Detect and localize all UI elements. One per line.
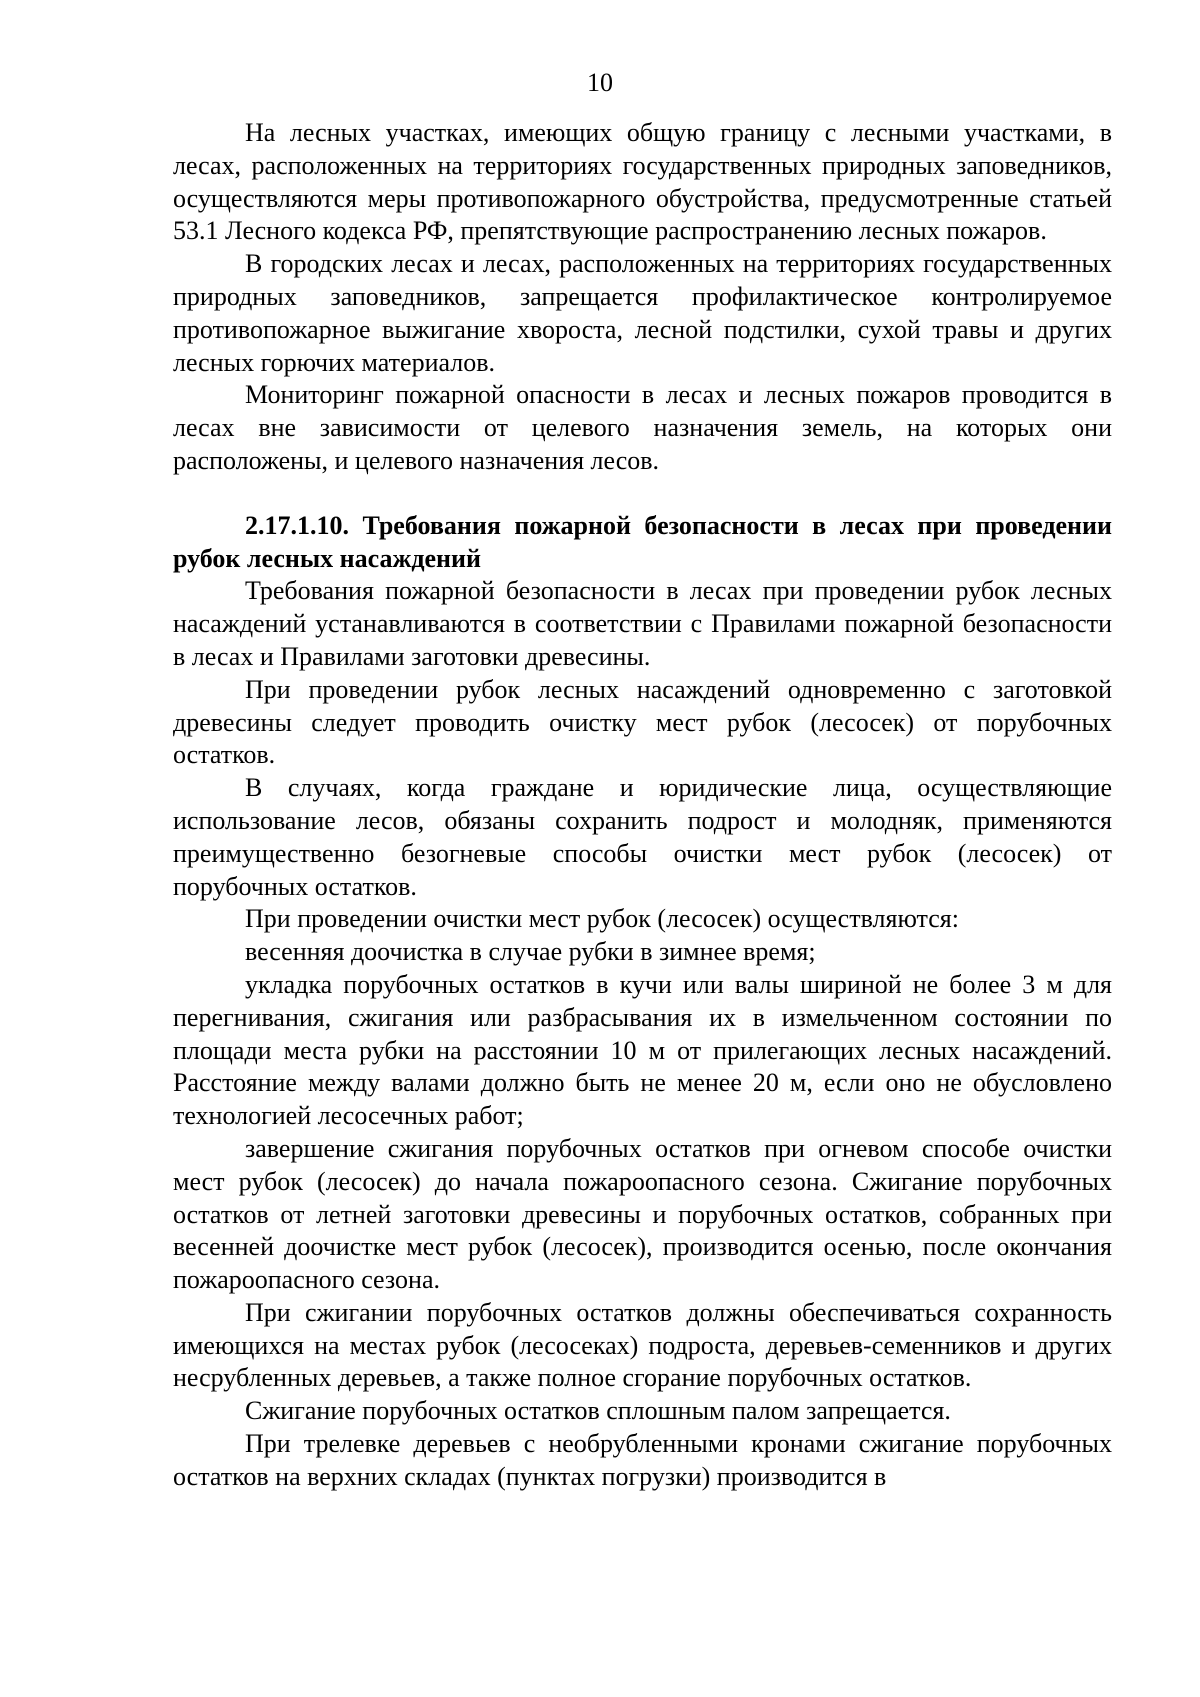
paragraph-protective-measures: На лесных участках, имеющих общую границу с лесными участками, в лесах, расположенных на территориях государственных природных заповедников, осуществляются меры противопожарного обустройства, предусмотренные статьей 53.1 Лесного кодекса РФ, препятствующие распространению лесных пожаров. [173,118,1112,246]
section-heading: 2.17.1.10. Требования пожарной безопасности в лесах при проведении рубок лесных насаждений [173,510,1112,573]
paragraph-burning-prohibition: В городских лесах и лесах, расположенных на территориях государственных природных заповедников, запрещается профилактическое контролируемое противопожарное выжигание хвороста, лесной подстилки, сухой травы и других лесных горючих материалов. [173,249,1112,377]
page-number: 10 [587,68,613,97]
paragraph-solid-fire-ban: Сжигание порубочных остатков сплошным палом запрещается. [245,1396,951,1426]
list-item-piling-residues: укладка порубочных остатков в кучи или валы шириной не более 3 м для перегнивания, сжигания или разбрасывания их в измельченном состоянии по площади места рубки на расстоянии 10 м от прилегающих лесных насаждений. Расстояние между валами должно быть не менее 20 м, если оно не обусловлено технологией лесосечных работ; [173,969,1112,1131]
list-item-completion-burning: завершение сжигания порубочных остатков при огневом способе очистки мест рубок (лесосек) до начала пожароопасного сезона. Сжигание порубочных остатков от летней заготовки древесины и порубочных остатков, собранных при весенней доочистке мест рубок (лесосек), производится осенью, после окончания пожароопасного сезона. [173,1133,1112,1295]
paragraph-preservation: При сжигании порубочных остатков должны обеспечиваться сохранность имеющихся на местах рубок (лесосеках) подроста, деревьев-семенников и других несрубленных деревьев, а также полное сгорание порубочных остатков. [173,1297,1112,1393]
paragraph-skidding: При трелевке деревьев с необрубленными кронами сжигание порубочных остатков на верхних складах (пунктах погрузки) производится в [173,1429,1112,1491]
paragraph-requirements: Требования пожарной безопасности в лесах при проведении рубок лесных насаждений устанавливаются в соответствии с Правилами пожарной безопасности в лесах и Правилами заготовки древесины. [173,576,1112,671]
list-item-spring-cleaning: весенняя доочистка в случае рубки в зимнее время; [245,937,816,967]
document-body [173,117,1112,1494]
paragraph-clearing-residues: При проведении рубок лесных насаждений одновременно с заготовкой древесины следует проводить очистку мест рубок (лесосек) от порубочных остатков. [173,674,1112,770]
paragraph-fireless-methods: В случаях, когда граждане и юридические лица, осуществляющие использование лесов, обязаны сохранить подрост и молодняк, применяются преимущественно безогневые способы очистки мест рубок (лесосек) от порубочных остатков. [173,773,1112,901]
paragraph-clearing-list-intro: При проведении очистки мест рубок (лесосек) осуществляются: [245,904,959,934]
paragraph-fire-monitoring: Мониторинг пожарной опасности в лесах и лесных пожаров проводится в лесах вне зависимости от целевого назначения земель, на которых они расположены, и целевого назначения лесов. [173,380,1112,475]
